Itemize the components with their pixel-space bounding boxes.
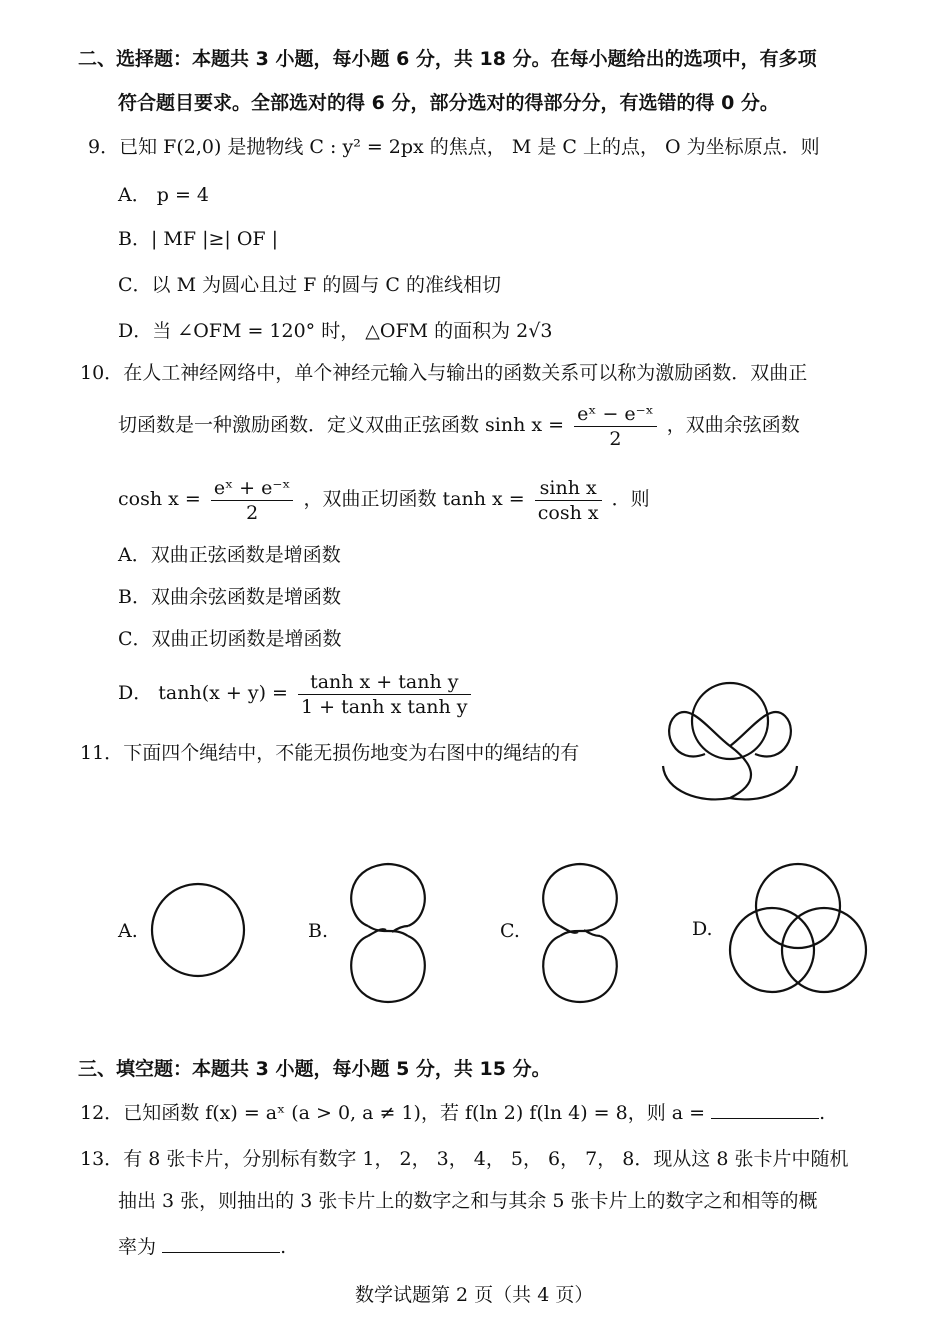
q11-stem: 下面四个绳结中，不能无损伤地变为右图中的绳结的有 [123,742,580,764]
q9 [88,134,820,160]
knot-d-borromean [728,860,868,1000]
cosh-denominator: 2 [246,501,259,524]
q10-line2 [118,400,800,451]
knot-b-bottom-loop [351,936,425,1002]
section3-heading: 三、填空题：本题共 3 小题，每小题 5 分，共 15 分。 [78,1058,551,1080]
q10-line1 [80,360,807,386]
q11-label-c: C. [500,920,520,942]
q13-line1 [80,1146,849,1172]
q13-line3-text: 率为 [118,1236,157,1258]
cosh-fraction [211,476,294,525]
q9-option-c: C．以 M 为圆心且过 F 的圆与 C 的准线相切 [118,274,501,296]
sinh-numerator: eˣ − e⁻ˣ [574,402,657,427]
tanh-sum-fraction [298,670,471,719]
q11-label-b: B. [308,920,329,942]
q10-line1-text: 在人工神经网络中，单个神经元输入与输出的函数关系可以称为激励函数．双曲正 [123,362,808,384]
knot-b-top-loop [351,864,425,926]
q10-option-d [118,668,475,719]
q11-number: 11． [80,742,124,764]
knot-c-figure [530,856,630,1006]
q11-label-a: A. [118,920,138,942]
q13-answer-blank[interactable] [162,1234,280,1253]
q9-option-b: B．| MF |≥| OF | [118,228,279,250]
q13-line2: 抽出 3 张，则抽出的 3 张卡片上的数字之和与其余 5 张卡片上的数字之和相等的概 [118,1190,818,1212]
knot-d-ring-right [782,908,866,992]
q13-number: 13． [80,1148,124,1170]
q12-number: 12． [80,1102,124,1124]
knot-c-twist [560,926,600,936]
knot-d-ring-top [756,864,840,948]
q10-option-c: C．双曲正切函数是增函数 [118,628,342,650]
q9-option-d: D．当 ∠OFM = 120° 时， △OFM 的面积为 2√3 [118,320,553,342]
knot-d-ring-left [730,908,814,992]
knot-b-twist [368,926,408,936]
sinh-denominator: 2 [609,427,622,450]
section2-heading-line1: 二、选择题：本题共 3 小题，每小题 6 分，共 18 分。在每小题给出的选项中，有多项 [78,48,817,70]
q10-option-d-lhs: tanh(x + y) = [158,682,288,704]
q10-option-d-label: D． [118,682,153,704]
knot-c-top-loop [543,864,617,926]
q10-line3 [118,474,650,525]
trefoil-knot-figure [655,676,805,806]
q9-number: 9． [88,136,120,158]
q12 [80,1100,825,1126]
q12-end: . [819,1102,826,1124]
q9-stem: 已知 F(2,0) 是抛物线 C : y² = 2px 的焦点， M 是 C 上的点， O 为坐标原点．则 [119,136,820,158]
page-footer: 数学试题第 2 页（共 4 页） [355,1284,594,1306]
tanh-fraction [535,476,602,525]
q11-label-d: D. [692,918,713,940]
section2-heading-line2: 符合题目要求。全部选对的得 6 分，部分选对的得部分分，有选错的得 0 分。 [118,92,779,114]
q10-line3-suffix: ．则 [611,488,650,510]
tanh-sum-denominator: 1 + tanh x tanh y [301,695,468,718]
q13-line1-text: 有 8 张卡片，分别标有数字 1， 2， 3， 4， 5， 6， 7， 8．现从这 8 张卡片中随机 [123,1148,849,1170]
trefoil-strand-left [663,712,751,800]
q10-line2-suffix: ，双曲余弦函数 [666,414,800,436]
q13-end: . [280,1236,287,1258]
q9-option-a: A． p = 4 [118,184,210,206]
knot-a-circle [152,884,244,976]
knot-c-bottom-loop [543,936,617,1002]
tanh-numerator: sinh x [535,476,602,501]
q10-option-a: A．双曲正弦函数是增函数 [118,544,341,566]
q11 [80,740,579,766]
q12-text: 已知函数 f(x) = aˣ (a > 0, a ≠ 1)，若 f(ln 2) f(ln 4) = 8，则 a = [123,1102,706,1124]
q13-line3 [118,1234,286,1260]
tanh-denominator: cosh x [537,501,599,524]
q10-line2-prefix: 切函数是一种激励函数．定义双曲正弦函数 sinh x = [118,414,565,436]
knot-b-figure [338,856,438,1006]
cosh-prefix: cosh x = [118,488,201,510]
sinh-fraction [574,402,657,451]
q10-number: 10． [80,362,124,384]
knot-a-unknot [148,870,248,990]
tanh-text: ，双曲正切函数 tanh x = [303,488,525,510]
cosh-numerator: eˣ + e⁻ˣ [211,476,294,501]
q10-option-b: B．双曲余弦函数是增函数 [118,586,341,608]
q12-answer-blank[interactable] [711,1100,819,1119]
tanh-sum-numerator: tanh x + tanh y [298,670,471,695]
